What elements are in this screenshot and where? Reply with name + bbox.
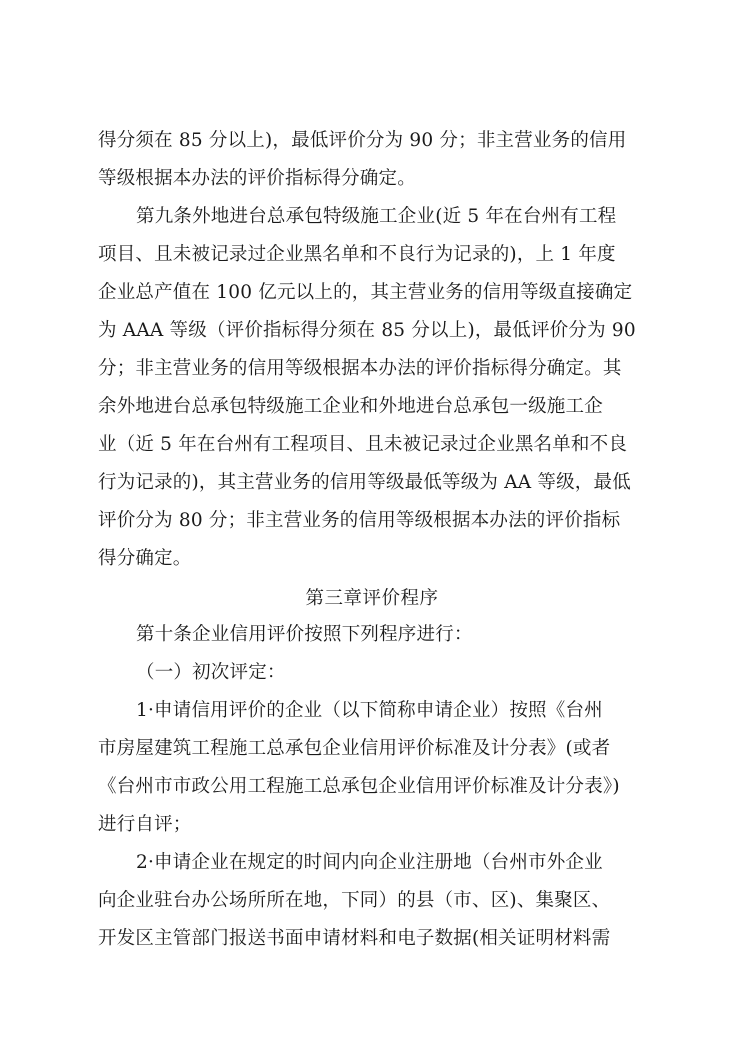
text-line: 《台州市市政公用工程施工总承包企业信用评价标准及计分表》) [98, 776, 620, 797]
text-line: 第九条外地进台总承包特级施工企业(近 5 年在台州有工程 [136, 206, 617, 227]
text-line: 向企业驻台办公场所所在地，下同）的县（市、区)、集聚区、 [98, 890, 611, 911]
chapter-heading: 第三章评价程序 [305, 588, 439, 609]
text-line: 企业总产值在 100 亿元以上的，其主营业务的信用等级直接确定 [98, 282, 633, 303]
text-line: 余外地进台总承包特级施工企业和外地进台总承包一级施工企 [98, 396, 603, 417]
text-line: 2·申请企业在规定的时间内向企业注册地（台州市外企业 [136, 852, 603, 873]
text-line: 项目、且未被记录过企业黑名单和不良行为记录的)，上 1 年度 [98, 244, 616, 265]
text-line: 分；非主营业务的信用等级根据本办法的评价指标得分确定。其 [98, 358, 622, 379]
text-line: 得分确定。 [98, 548, 192, 569]
text-line: 为 AAA 等级（评价指标得分须在 85 分以上)，最低评价分为 90 [98, 320, 636, 341]
text-line: 开发区主管部门报送书面申请材料和电子数据(相关证明材料需 [98, 928, 611, 949]
text-line: 等级根据本办法的评价指标得分确定。 [98, 168, 416, 189]
text-line: 1·申请信用评价的企业（以下简称申请企业）按照《台州 [136, 700, 603, 721]
text-line: （一）初次评定： [136, 662, 286, 683]
text-line: 进行自评； [98, 814, 192, 835]
text-line: 得分须在 85 分以上)，最低评价分为 90 分；非主营业务的信用 [98, 130, 627, 151]
text-line: 评价分为 80 分；非主营业务的信用等级根据本办法的评价指标 [98, 510, 621, 531]
text-line: 业（近 5 年在台州有工程项目、且未被记录过企业黑名单和不良 [98, 434, 628, 455]
text-line: 行为记录的)，其主营业务的信用等级最低等级为 AA 等级，最低 [98, 472, 631, 493]
text-line: 第十条企业信用评价按照下列程序进行： [136, 624, 473, 645]
text-line: 市房屋建筑工程施工总承包企业信用评价标准及计分表》(或者 [98, 738, 611, 759]
